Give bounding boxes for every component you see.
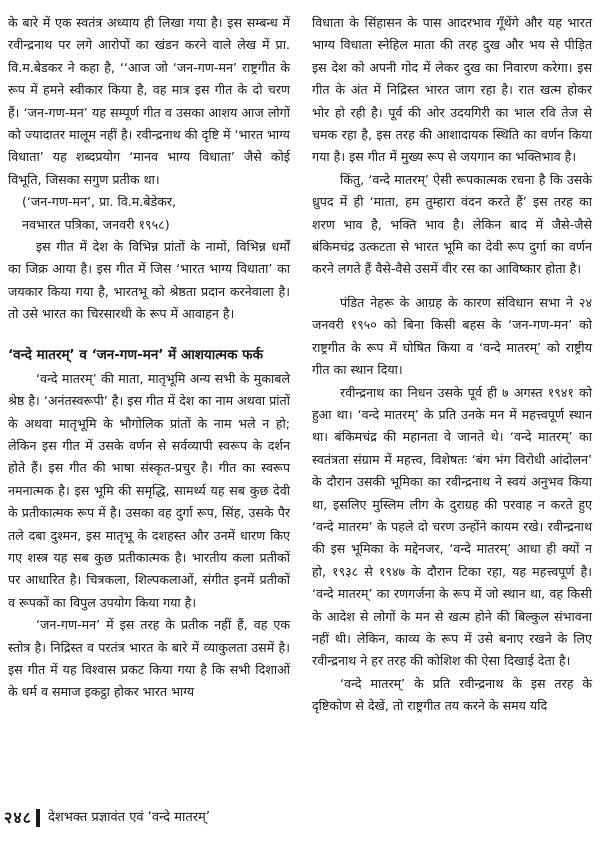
- citation-line: नवभारत पत्रिका, जनवरी १९५८): [22, 216, 170, 232]
- paragraph-gap: [312, 281, 592, 292]
- section-heading: ‘वन्दे मातरम्’ व ‘जन-गण-मन’ में आशयात्मक फर्क: [8, 346, 263, 363]
- paragraph: किंतु, ‘वन्दे मातरम्’ ऐसी रूपकात्मक रचना है कि उसके ध्रुपद में ही ‘माता, हम तुम्हारा वंदन करते हैं’ इस तरह का शरण भाव है, भक्ति भाव है। लेकिन बाद में जैसे-जैसे बंकिमचंद्र उत्कटता से भारत भूमि का देवी रूप दुर्गा का वर्णन करने लगते हैं वैसे-वैसे उसमें वीर रस का आविष्कार होता है।: [312, 171, 592, 277]
- paragraph: विधाता के सिंहासन के पास आदरभाव गूँथेंगे और यह भारत भाग्य विधाता स्नेहिल माता की तरह दुख और भय से पीड़ित इस देश को अपनी गोद में लेकर दुख का निवारण करेगा। इस गीत के अंत में निद्रिस्त भारत जाग रहा है। रात खत्म होकर भोर हो रही है। पूर्व की ओर उदयगिरी का भाल रवि तेज से चमक रहा है, इस तरह की आशादायक स्थिति का वर्णन किया गया है। इस गीत में मुख्य रूप से जयगान का भक्तिभाव है।: [312, 15, 592, 165]
- paragraph: ‘वन्दे मातरम्’ की माता, मातृभूमि अन्य सभी के मुकाबले श्रेष्ठ है। ‘अनंतस्वरूपी’ है। इस गीत में देश का नाम अथवा प्रांतों के अथवा मातृभूमि के भौगोलिक प्रांतों के नाम भले न हो; लेकिन इस गीत में उसके वर्णन से सर्वव्यापी स्वरूप के दर्शन होते हैं। इस गीत की भाषा संस्कृत-प्रचुर है। गीत का स्वरूप नमनात्मक है। इस भूमि की समृद्धि, सामर्थ्य यह सब कुछ देवी के प्रतीकात्मक रूप में है। उसका वह दुर्गा रूप, सिंह, उसके पैर तले दबा दुश्मन, इस मातृभू के दशहस्त और उनमें धारण किए गए शस्त्र यह सब कुछ प्रतीकात्मक है। भारतीय कला प्रतीकों पर आधारित है। चित्रकला, शिल्पकलाओं, संगीत इनमें प्रतीकों व रूपकों का विपुल उपयोग किया गया है।: [8, 370, 290, 610]
- left-column: [8, 12, 290, 704]
- book-title: देशभक्त प्रज्ञावंत एवं ‘वन्दे मातरम्’: [47, 810, 210, 825]
- paragraph: पंडित नेहरू के आग्रह के कारण संविधान सभा ने २४ जनवरी १९५० को बिना किसी बहस के ‘जन-गण-मन’ को राष्ट्रगीत के रूप में घोषित किया व ‘वन्दे मातरम्’ को राष्ट्रीय गीत का स्थान दिया।: [312, 294, 592, 378]
- right-column: [312, 12, 592, 718]
- paragraph: ‘वन्दे मातरम्’ के प्रति रवीन्द्रनाथ के इस तरह के दृष्टिकोण से देखें, तो राष्ट्रगीत तय करने के समय यदि: [312, 675, 592, 714]
- paragraph: इस गीत में देश के विभिन्न प्रांतों के नामों, विभिन्न धर्मों का जिक्र आया है। इस गीत में जिस ‘भारत भाग्य विधाता’ का जयकार किया गया है, भारतभू को श्रेष्ठता प्रदान करनेवाला है। तो उसे भारत का चिरसारथी के रूप में आवाहन है।: [8, 239, 290, 322]
- page-number: २४८: [4, 808, 32, 827]
- paragraph: ‘जन-गण-मन’ में इस तरह के प्रतीक नहीं हैं, वह एक स्तोत्र है। निद्रिस्त व परतंत्र भारत के बारे में व्याकुलता उसमें है। इस गीत में यह विश्वास प्रकट किया गया है कि सभी दिशाओं के धर्म व समाज इकट्ठा होकर भारत भाग्य: [8, 617, 290, 700]
- paragraph: रवीन्द्रनाथ का निधन उसके पूर्व ही ७ अगस्त १९४१ को हुआ था। ‘वन्दे मातरम्’ के प्रति उनके मन में महत्त्वपूर्ण स्थान था। बंकिमचंद्र की महानता वे जानते थे। ‘वन्दे मातरम्’ का स्वतंत्रता संग्राम में महत्त्व, विशेषतः ‘बंग भंग विरोधी आंदोलन’ के दौरान उसकी भूमिका का रवीन्द्रनाथ ने स्वयं अनुभव किया था, इसलिए मुस्लिम लीग के दुराग्रह की परवाह न करते हुए ‘वन्दे मातरम’ के पहले दो चरण उन्होंने कायम रखे। रवीन्द्रनाथ की इस भूमिका के मद्देनजर, ‘वन्दे मातरम्’ आधा ही क्यों न हो, १९३८ से १९४७ के दौरान टिका रहा, यह महत्त्वपूर्ण है। ‘वन्दे मातरम्’ का रणगर्जना के रूप में जो स्थान था, वह किसी के आदेश से लोगों के मन से खत्म होने की बिल्कुल संभावना नहीं थी। लेकिन, काव्य के रूप में उसे बनाए रखने के लिए रवीन्द्रनाथ ने हर तरह की कोशिश की ऐसा दिखाई देता है।: [312, 384, 592, 669]
- paragraph: के बारे में एक स्वतंत्र अध्याय ही लिखा गया है। इस सम्बन्ध में रवीन्द्रनाथ पर लगे आरोपों का खंडन करने वाले लेख में प्रा. वि.म.बेडकर ने कहा है, ‘‘आज जो ‘जन-गण-मन’ राष्ट्रगीत के रूप में हमने स्वीकार किया है, वह मात्र इस गीत के दो चरण हैं। ‘जन-गण-मन’ यह सम्पूर्ण गीत व उसका आशय आज लोगों को ज्यादातर मालूम नहीं है। रवीन्द्रनाथ की दृष्टि में ‘भारत भाग्य विधाता’ यह शब्दप्रयोग ‘मानव भाग्य विधाता’ जैसे कोई विभूति, जिसका सगुण प्रतीक था।: [8, 15, 290, 187]
- footer-divider: [36, 809, 40, 827]
- page-footer: [4, 808, 596, 828]
- citation-line: (‘जन-गण-मन’, प्रा. वि.म.बेडेकर,: [22, 194, 177, 210]
